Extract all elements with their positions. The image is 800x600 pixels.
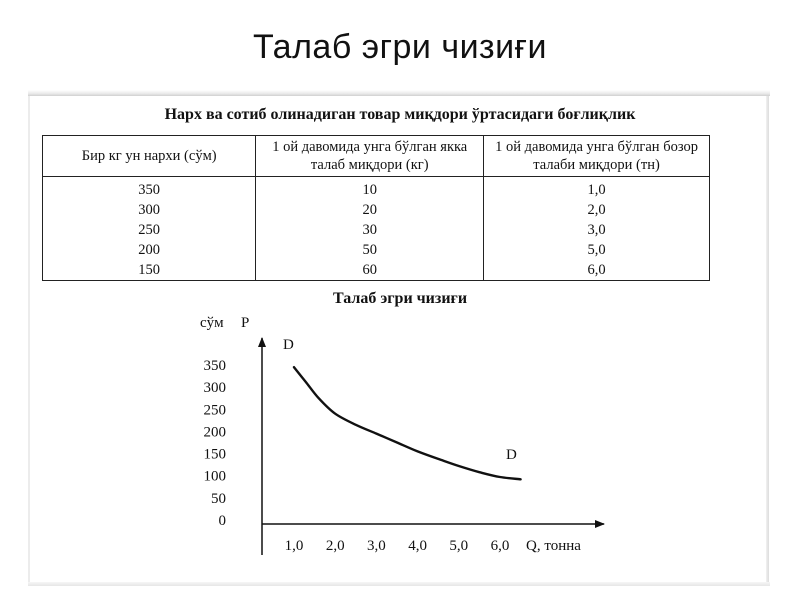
x-tick-label: 3,0 [367, 538, 386, 554]
chart-title: Талаб эгри чизиғи [332, 290, 468, 307]
y-tick-labels [204, 358, 227, 529]
x-tick-label: 5,0 [449, 538, 469, 554]
y-tick-label: 300 [203, 380, 226, 397]
header-price: Бир кг ун нархи (сўм) [43, 136, 256, 177]
x-tick-label: 1,0 [284, 538, 304, 554]
x-tick-label: 6,0 [490, 538, 510, 554]
y-tick-label: 200 [203, 424, 226, 441]
curve-label-top: D [283, 337, 294, 353]
y-tick-label: 100 [203, 468, 226, 485]
y-tick-label: 250 [203, 402, 226, 419]
x-tick-labels [285, 538, 510, 554]
table-cell-market: 5,0 [484, 240, 710, 260]
curve-label-end: D [506, 447, 517, 463]
table-cell-market: 3,0 [484, 220, 710, 240]
table-cell-individual: 50 [256, 240, 484, 260]
y-tick-label: 350 [203, 358, 226, 374]
y-tick-label: 0 [218, 513, 226, 529]
header-market-demand: 1 ой давомида унга бўлган бозор талаби миқдори (тн) [484, 136, 710, 177]
table-caption: Нарх ва сотиб олинадиган товар миқдори ўртасидаги боғлиқлик [164, 106, 636, 123]
demand-curve-line [294, 367, 521, 479]
x-axis-label: Q, тонна [526, 538, 581, 554]
table-cell-market: 2,0 [484, 200, 710, 220]
table-cell-price: 350 [43, 177, 256, 201]
header-individual-demand: 1 ой давомида унга бўлган якка талаб миқдори (кг) [256, 136, 484, 177]
table-cell-price: 200 [43, 240, 256, 260]
table-cell-market: 6,0 [484, 260, 710, 281]
y-axis-label: P [241, 315, 250, 331]
table-cell-individual: 20 [256, 200, 484, 220]
y-tick-label: 150 [203, 446, 226, 463]
table-cell-individual: 10 [256, 177, 484, 201]
table-cell-price: 300 [43, 200, 256, 220]
x-tick-label: 2,0 [325, 538, 345, 554]
y-unit-label: сўм [200, 315, 224, 331]
table-cell-market: 1,0 [484, 177, 710, 201]
table-cell-price: 250 [43, 220, 256, 240]
table-cell-individual: 60 [256, 260, 484, 281]
slide-title: Талаб эгри чизиғи [252, 28, 548, 66]
y-tick-label: 50 [211, 490, 226, 507]
x-tick-label: 4,0 [408, 538, 427, 554]
table-cell-individual: 30 [256, 220, 484, 240]
table-cell-price: 150 [43, 260, 256, 281]
